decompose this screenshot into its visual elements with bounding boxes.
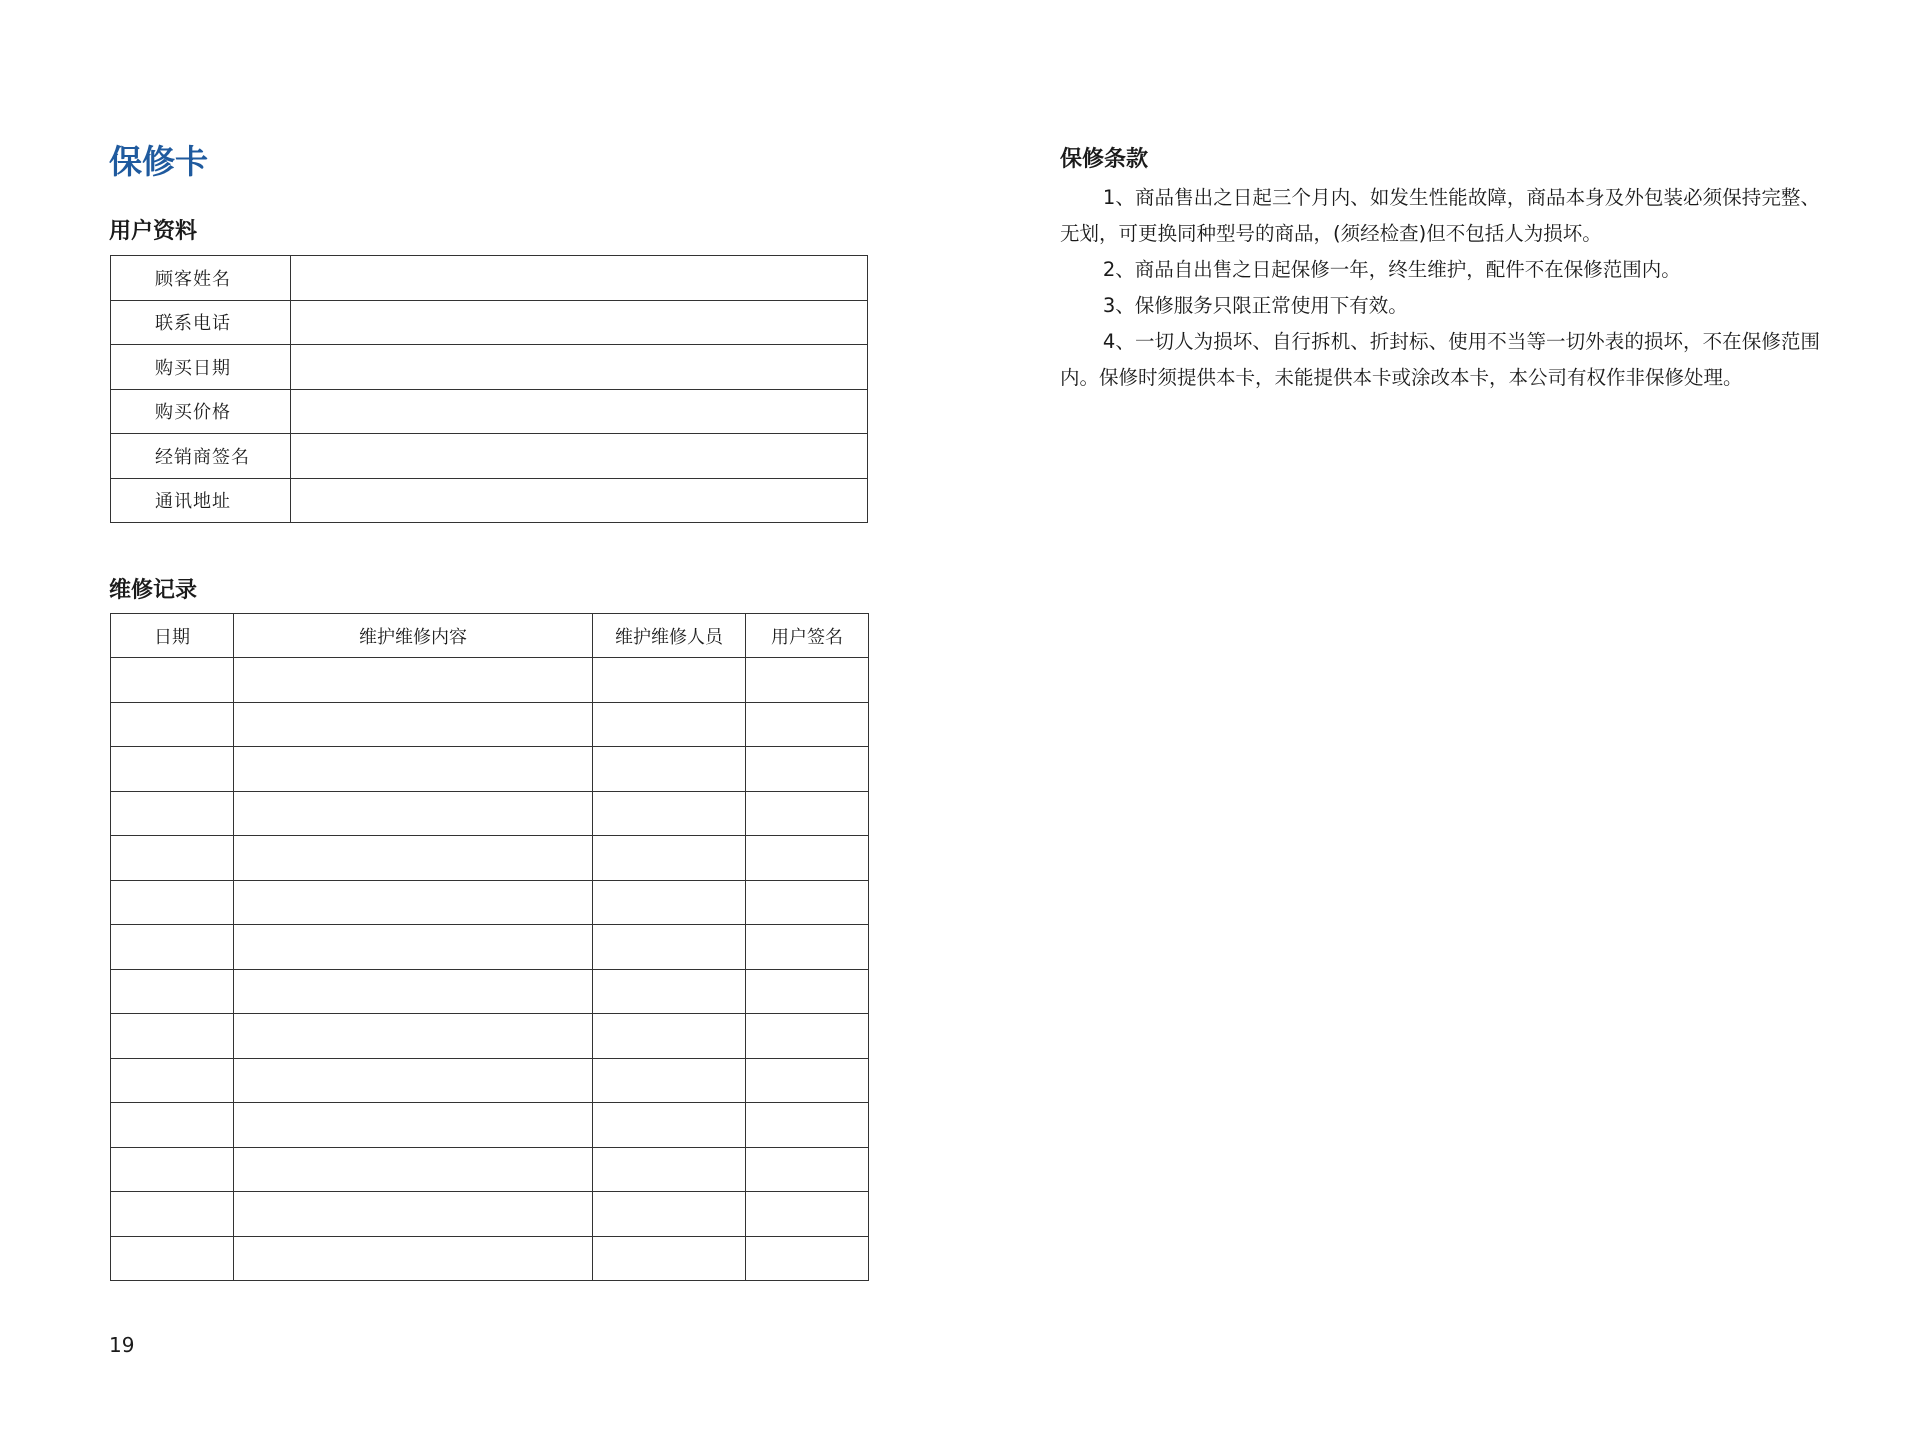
repair-staff-cell[interactable] — [593, 1014, 746, 1059]
repair-date-cell[interactable] — [111, 702, 234, 747]
page-title: 保修卡 — [109, 142, 208, 181]
repair-date-cell[interactable] — [111, 658, 234, 703]
repair-record-row — [111, 880, 869, 925]
repair-record-row — [111, 1192, 869, 1237]
terms-item: 3、保修服务只限正常使用下有效。 — [1102, 294, 1408, 317]
repair-record-row — [111, 702, 869, 747]
repair-record-body — [111, 658, 869, 1281]
repair-signature-cell[interactable] — [746, 1103, 869, 1148]
repair-staff-cell[interactable] — [593, 791, 746, 836]
repair-content-cell[interactable] — [234, 836, 593, 881]
repair-signature-cell[interactable] — [746, 1058, 869, 1103]
repair-record-row — [111, 791, 869, 836]
repair-signature-cell[interactable] — [746, 658, 869, 703]
repair-record-row — [111, 925, 869, 970]
repair-content-cell[interactable] — [234, 1014, 593, 1059]
user-info-table — [110, 255, 868, 523]
repair-content-cell[interactable] — [234, 1147, 593, 1192]
repair-staff-cell[interactable] — [593, 836, 746, 881]
repair-signature-cell[interactable] — [746, 1014, 869, 1059]
user-info-row — [111, 300, 868, 345]
repair-staff-cell[interactable] — [593, 969, 746, 1014]
repair-signature-cell[interactable] — [746, 1192, 869, 1237]
repair-signature-cell[interactable] — [746, 747, 869, 792]
repair-date-cell[interactable] — [111, 836, 234, 881]
repair-record-row — [111, 1147, 869, 1192]
user-info-value-field[interactable] — [291, 256, 868, 301]
repair-content-cell[interactable] — [234, 969, 593, 1014]
repair-record-heading: 维修记录 — [109, 578, 198, 603]
repair-content-cell[interactable] — [234, 925, 593, 970]
repair-date-cell[interactable] — [111, 880, 234, 925]
user-info-value-field[interactable] — [291, 345, 868, 390]
repair-content-cell[interactable] — [234, 1192, 593, 1237]
column-header-signature: 用户签名 — [746, 614, 869, 658]
repair-record-row — [111, 747, 869, 792]
repair-signature-cell[interactable] — [746, 880, 869, 925]
repair-record-row — [111, 1014, 869, 1059]
repair-staff-cell[interactable] — [593, 925, 746, 970]
repair-header-row — [111, 614, 869, 658]
user-info-row — [111, 389, 868, 434]
repair-date-cell[interactable] — [111, 925, 234, 970]
repair-record-row — [111, 1058, 869, 1103]
repair-record-table — [110, 613, 869, 1281]
repair-staff-cell[interactable] — [593, 1192, 746, 1237]
terms-heading: 保修条款 — [1060, 147, 1149, 172]
repair-content-cell[interactable] — [234, 791, 593, 836]
repair-content-cell[interactable] — [234, 880, 593, 925]
column-header-content: 维护维修内容 — [234, 614, 593, 658]
repair-signature-cell[interactable] — [746, 1147, 869, 1192]
repair-signature-cell[interactable] — [746, 836, 869, 881]
user-info-value-field[interactable] — [291, 478, 868, 523]
repair-staff-cell[interactable] — [593, 747, 746, 792]
repair-date-cell[interactable] — [111, 1103, 234, 1148]
repair-staff-cell[interactable] — [593, 880, 746, 925]
repair-staff-cell[interactable] — [593, 1103, 746, 1148]
repair-signature-cell[interactable] — [746, 1236, 869, 1281]
repair-staff-cell[interactable] — [593, 1236, 746, 1281]
user-info-label: 顾客姓名 — [111, 256, 291, 301]
terms-item: 1、商品售出之日起三个月内、如发生性能故障，商品本身及外包装必须保持完整、无划，可更换同种型号的商品，(须经检查)但不包括人为损坏。 — [1060, 186, 1820, 245]
repair-date-cell[interactable] — [111, 791, 234, 836]
user-info-value-field[interactable] — [291, 434, 868, 479]
terms-list — [1060, 180, 1820, 396]
repair-record-row — [111, 969, 869, 1014]
repair-content-cell[interactable] — [234, 1058, 593, 1103]
repair-record-row — [111, 836, 869, 881]
repair-content-cell[interactable] — [234, 658, 593, 703]
user-info-label: 联系电话 — [111, 300, 291, 345]
terms-item: 4、一切人为损坏、自行拆机、折封标、使用不当等一切外表的损坏，不在保修范围内。保修时须提供本卡，未能提供本卡或涂改本卡，本公司有权作非保修处理。 — [1060, 330, 1820, 389]
user-info-row — [111, 478, 868, 523]
repair-content-cell[interactable] — [234, 1103, 593, 1148]
terms-item: 2、商品自出售之日起保修一年，终生维护，配件不在保修范围内。 — [1102, 258, 1681, 281]
repair-date-cell[interactable] — [111, 1192, 234, 1237]
column-header-staff: 维护维修人员 — [593, 614, 746, 658]
repair-date-cell[interactable] — [111, 1147, 234, 1192]
column-header-date: 日期 — [111, 614, 234, 658]
repair-content-cell[interactable] — [234, 747, 593, 792]
repair-record-row — [111, 1103, 869, 1148]
repair-staff-cell[interactable] — [593, 702, 746, 747]
repair-record-row — [111, 658, 869, 703]
repair-content-cell[interactable] — [234, 702, 593, 747]
repair-date-cell[interactable] — [111, 1236, 234, 1281]
repair-record-row — [111, 1236, 869, 1281]
repair-signature-cell[interactable] — [746, 925, 869, 970]
user-info-heading: 用户资料 — [109, 219, 198, 244]
repair-date-cell[interactable] — [111, 1058, 234, 1103]
repair-date-cell[interactable] — [111, 1014, 234, 1059]
user-info-row — [111, 256, 868, 301]
repair-content-cell[interactable] — [234, 1236, 593, 1281]
user-info-row — [111, 345, 868, 390]
user-info-label: 购买价格 — [111, 389, 291, 434]
repair-staff-cell[interactable] — [593, 1058, 746, 1103]
user-info-label: 经销商签名 — [111, 434, 291, 479]
repair-date-cell[interactable] — [111, 969, 234, 1014]
repair-signature-cell[interactable] — [746, 791, 869, 836]
repair-date-cell[interactable] — [111, 747, 234, 792]
repair-staff-cell[interactable] — [593, 658, 746, 703]
page-number: 19 — [109, 1333, 135, 1357]
user-info-value-field[interactable] — [291, 300, 868, 345]
user-info-label: 购买日期 — [111, 345, 291, 390]
repair-signature-cell[interactable] — [746, 969, 869, 1014]
repair-staff-cell[interactable] — [593, 1147, 746, 1192]
repair-signature-cell[interactable] — [746, 702, 869, 747]
user-info-value-field[interactable] — [291, 389, 868, 434]
user-info-label: 通讯地址 — [111, 478, 291, 523]
user-info-row — [111, 434, 868, 479]
